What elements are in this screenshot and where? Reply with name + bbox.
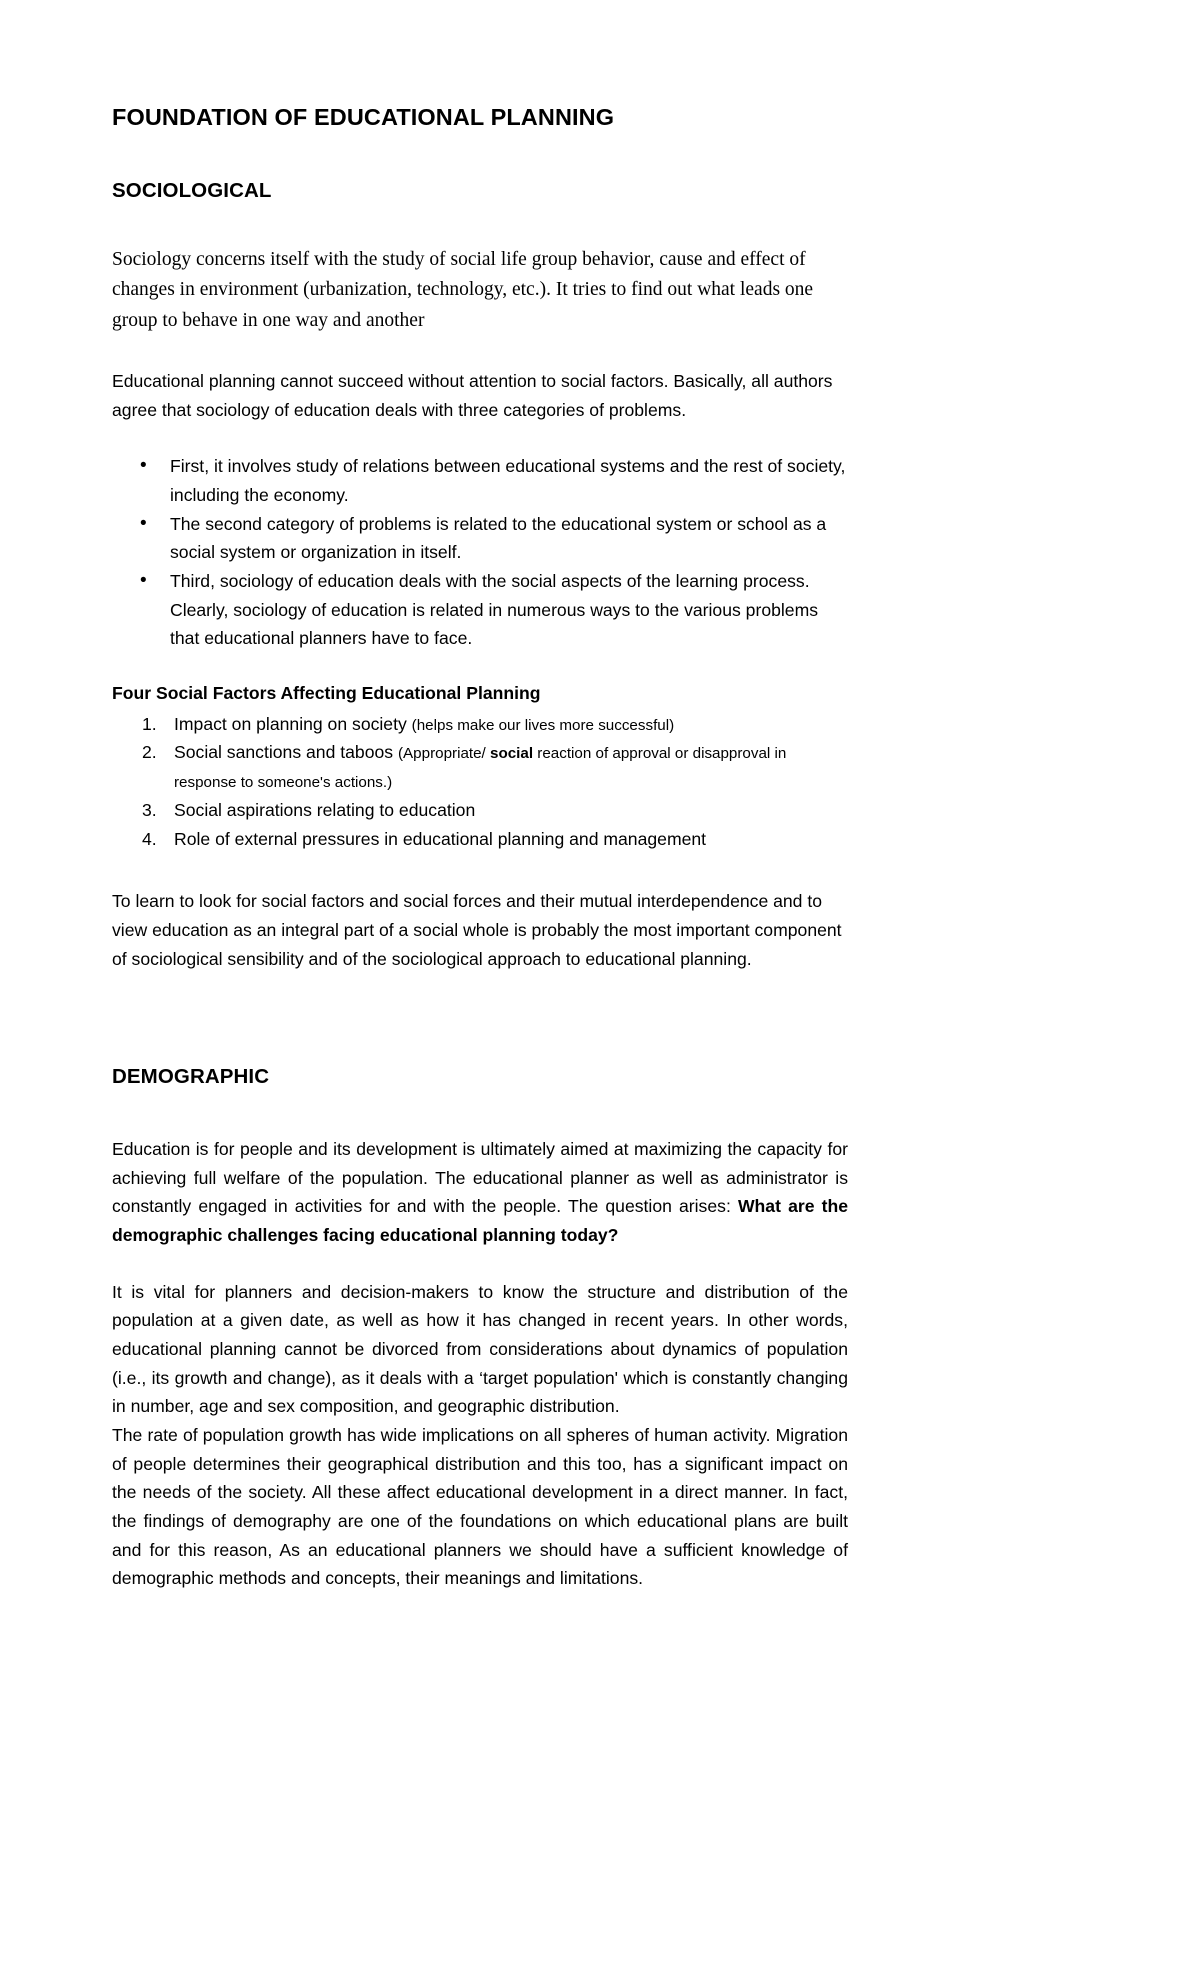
- demographic-paragraph-2: It is vital for planners and decision-makers to know the structure and distribution of the population at a given date, as well as how it has changed in recent years. In other words, educational planning cannot be divorced from considerations about dynamics of population (i.e., its growth and change), as it deals with a ‘target population' which is constantly changing in number, age and sex composition, and geographic distribution.: [112, 1281, 848, 1417]
- section-spacer: [112, 1001, 848, 1065]
- sociological-closing-paragraph: To learn to look for social factors and social forces and their mutual interdependence and to view education as an integral part of a social whole is probably the most important component of sociological sensibility and of the sociological approach to educational planning.: [112, 891, 842, 969]
- list-item: [112, 796, 848, 825]
- list-item-note-prefix: (Appropriate/: [397, 745, 490, 763]
- list-item: • The second category of problems is related to the educational system or school as a social system or organization in itself.: [112, 510, 848, 567]
- section-heading-sociological: SOCIOLOGICAL: [112, 179, 272, 203]
- list-item: • First, it involves study of relations between educational systems and the rest of society, including the economy.: [112, 452, 848, 509]
- four-social-factors-heading: Four Social Factors Affecting Educational Planning: [112, 683, 541, 704]
- list-item-main-text: Social sanctions and taboos: [174, 742, 398, 763]
- list-item: [112, 710, 848, 739]
- list-item-note-suffix: reaction of approval or disapproval in response to someone's actions.): [174, 745, 787, 792]
- sociological-intro-serif-paragraph: Sociology concerns itself with the study of social life group behavior, cause and effect of changes in environment (urbanization, technology, etc.). It tries to find out what leads one group to behave in one way and another: [112, 248, 814, 332]
- document-body: [112, 104, 848, 1593]
- list-item-note-bold: social: [490, 745, 534, 763]
- page-title: FOUNDATION OF EDUCATIONAL PLANNING: [112, 104, 615, 130]
- list-item: [112, 738, 848, 796]
- four-social-factors-list: [112, 710, 848, 854]
- list-item: [112, 825, 848, 854]
- demographic-question-bold: What are the demographic challenges facing educational planning today?: [112, 1196, 848, 1245]
- list-item-main-text: Role of external pressures in educational planning and management: [174, 828, 707, 849]
- demographic-paragraph-1-text: Education is for people and its development is ultimately aimed at maximizing the capacity for achieving full welfare of the population. The educational planner as well as administrator is constantly engaged in activities for and with the people. The question arises:: [112, 1138, 848, 1217]
- list-item-main-text: Impact on planning on society: [174, 713, 412, 734]
- demographic-paragraph-3: The rate of population growth has wide implications on all spheres of human activity. Migration of people determines their geographical distribution and this too, has a significant impact on the needs of the society. All these affect educational development in a direct manner. In fact, the findings of demography are one of the foundations on which educational plans are built and for this reason, As an educational planners we should have a sufficient knowledge of demographic methods and concepts, their meanings and limitations.: [112, 1424, 848, 1589]
- sociological-intro-sans-paragraph: Educational planning cannot succeed without attention to social factors. Basically, all authors agree that sociology of education deals with three categories of problems.: [112, 370, 833, 420]
- list-item: • Third, sociology of education deals with the social aspects of the learning process. Clearly, sociology of education is related in numerous ways to the various problems that educational planners have to face.: [112, 567, 848, 653]
- demographic-paragraph-1: [112, 1135, 848, 1250]
- list-item-note-prefix: (helps make our lives more successful): [411, 716, 675, 734]
- list-item-main-text: Social aspirations relating to education: [174, 799, 476, 820]
- section-heading-demographic: DEMOGRAPHIC: [112, 1065, 270, 1089]
- sociological-bullet-list: [112, 452, 848, 653]
